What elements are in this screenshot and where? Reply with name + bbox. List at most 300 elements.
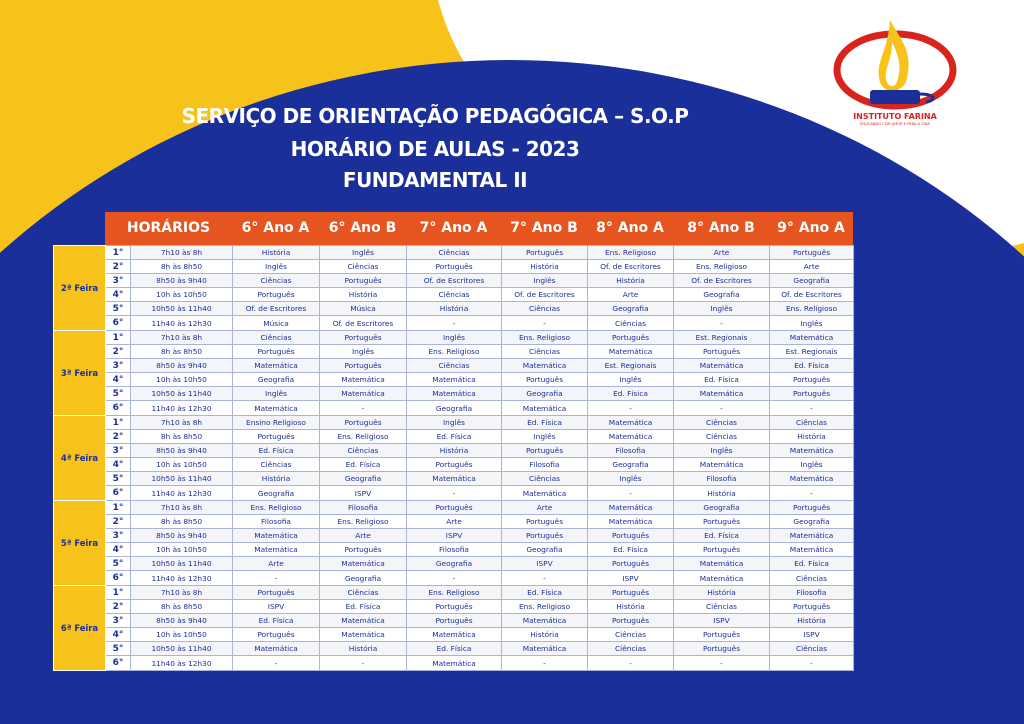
period-number: 5° bbox=[106, 557, 131, 571]
subject-cell: Matemática bbox=[770, 529, 854, 543]
period-number: 4° bbox=[106, 288, 131, 302]
period-number: 4° bbox=[106, 543, 131, 557]
subject-cell: Inglês bbox=[233, 260, 320, 274]
subject-cell: Ciências bbox=[588, 316, 674, 331]
subject-cell: Ciências bbox=[407, 246, 502, 260]
subject-cell: História bbox=[588, 274, 674, 288]
subject-cell: Inglês bbox=[674, 444, 770, 458]
subject-cell: - bbox=[770, 401, 854, 416]
subject-cell: Of. de Escritores bbox=[674, 274, 770, 288]
subject-cell: Arte bbox=[674, 246, 770, 260]
subject-cell: Of. de Escritores bbox=[233, 302, 320, 316]
subject-cell: História bbox=[674, 486, 770, 501]
subject-cell: Filosofia bbox=[770, 586, 854, 600]
day-label: 2ª Feira bbox=[54, 246, 106, 331]
subject-cell: Ciências bbox=[674, 600, 770, 614]
subject-cell: Ed. Física bbox=[320, 458, 407, 472]
day-label: 5ª Feira bbox=[54, 501, 106, 586]
subject-cell: Português bbox=[770, 373, 854, 387]
subject-cell: Inglês bbox=[770, 316, 854, 331]
table-row bbox=[54, 586, 854, 600]
period-number: 5° bbox=[106, 642, 131, 656]
period-time: 11h40 às 12h30 bbox=[131, 486, 233, 501]
period-number: 5° bbox=[106, 387, 131, 401]
subject-cell: Geografia bbox=[674, 501, 770, 515]
subject-cell: Geografia bbox=[502, 543, 588, 557]
subject-cell: Ed. Física bbox=[770, 557, 854, 571]
period-time: 11h40 às 12h30 bbox=[131, 401, 233, 416]
subject-cell: Matemática bbox=[320, 373, 407, 387]
period-time: 8h50 às 9h40 bbox=[131, 614, 233, 628]
period-time: 10h50 às 11h40 bbox=[131, 387, 233, 401]
subject-cell: Ciências bbox=[502, 302, 588, 316]
subject-cell: Português bbox=[233, 288, 320, 302]
subject-cell: Matemática bbox=[770, 331, 854, 345]
column-header: 8° Ano B bbox=[687, 220, 755, 236]
table-row bbox=[54, 260, 854, 274]
subject-cell: Matemática bbox=[320, 628, 407, 642]
subject-cell: Inglês bbox=[320, 246, 407, 260]
period-number: 1° bbox=[106, 331, 131, 345]
period-number: 3° bbox=[106, 614, 131, 628]
subject-cell: Matemática bbox=[588, 430, 674, 444]
table-row bbox=[54, 288, 854, 302]
period-time: 8h às 8h50 bbox=[131, 600, 233, 614]
period-time: 8h50 às 9h40 bbox=[131, 274, 233, 288]
subject-cell: Matemática bbox=[320, 614, 407, 628]
subject-cell: Português bbox=[502, 373, 588, 387]
subject-cell: Ed. Física bbox=[407, 430, 502, 444]
period-number: 4° bbox=[106, 373, 131, 387]
subject-cell: Ens. Religioso bbox=[588, 246, 674, 260]
subject-cell: - bbox=[588, 656, 674, 671]
subject-cell: Matemática bbox=[233, 543, 320, 557]
subject-cell: História bbox=[233, 472, 320, 486]
table-row bbox=[54, 614, 854, 628]
subject-cell: Ens. Religioso bbox=[770, 302, 854, 316]
subject-cell: Português bbox=[674, 628, 770, 642]
subject-cell: Matemática bbox=[407, 628, 502, 642]
subject-cell: Inglês bbox=[588, 373, 674, 387]
subject-cell: História bbox=[502, 628, 588, 642]
table-row bbox=[54, 472, 854, 486]
subject-cell: Matemática bbox=[233, 529, 320, 543]
subject-cell: História bbox=[588, 600, 674, 614]
subject-cell: Matemática bbox=[407, 373, 502, 387]
subject-cell: Ens. Religioso bbox=[320, 515, 407, 529]
column-header: 8° Ano A bbox=[596, 220, 664, 236]
subject-cell: Português bbox=[674, 543, 770, 557]
period-time: 10h às 10h50 bbox=[131, 458, 233, 472]
subject-cell: Ciências bbox=[770, 416, 854, 430]
subject-cell: Português bbox=[588, 529, 674, 543]
subject-cell: Matemática bbox=[502, 359, 588, 373]
period-time: 10h às 10h50 bbox=[131, 543, 233, 557]
subject-cell: Matemática bbox=[407, 472, 502, 486]
day-label: 6ª Feira bbox=[54, 586, 106, 671]
page-level: FUNDAMENTAL II bbox=[342, 168, 528, 192]
subject-cell: Ciências bbox=[233, 331, 320, 345]
subject-cell: Arte bbox=[588, 288, 674, 302]
subject-cell: Português bbox=[407, 260, 502, 274]
subject-cell: Matemática bbox=[674, 359, 770, 373]
table-row bbox=[54, 444, 854, 458]
period-time: 10h às 10h50 bbox=[131, 628, 233, 642]
subject-cell: Português bbox=[233, 345, 320, 359]
subject-cell: Of. de Escritores bbox=[407, 274, 502, 288]
table-row bbox=[54, 529, 854, 543]
subject-cell: Geografia bbox=[588, 458, 674, 472]
subject-cell: Português bbox=[674, 515, 770, 529]
period-time: 11h40 às 12h30 bbox=[131, 316, 233, 331]
table-row bbox=[54, 628, 854, 642]
column-header: 6° Ano B bbox=[328, 220, 397, 236]
subject-cell: Matemática bbox=[588, 416, 674, 430]
period-time: 10h50 às 11h40 bbox=[131, 557, 233, 571]
table-row bbox=[54, 486, 854, 501]
subject-cell: Música bbox=[233, 316, 320, 331]
table-row bbox=[54, 515, 854, 529]
subject-cell: Ens. Religioso bbox=[407, 345, 502, 359]
subject-cell: Ens. Religioso bbox=[674, 260, 770, 274]
subject-cell: - bbox=[407, 571, 502, 586]
subject-cell: - bbox=[588, 401, 674, 416]
period-number: 1° bbox=[106, 586, 131, 600]
subject-cell: - bbox=[233, 656, 320, 671]
subject-cell: ISPV bbox=[407, 529, 502, 543]
period-number: 6° bbox=[106, 656, 131, 671]
period-number: 4° bbox=[106, 628, 131, 642]
subject-cell: História bbox=[770, 430, 854, 444]
subject-cell: Português bbox=[674, 345, 770, 359]
subject-cell: Est. Regionais bbox=[770, 345, 854, 359]
subject-cell: Of. de Escritores bbox=[770, 288, 854, 302]
subject-cell: Matemática bbox=[674, 458, 770, 472]
subject-cell: Ensino Religioso bbox=[233, 416, 320, 430]
subject-cell: Português bbox=[588, 331, 674, 345]
period-number: 1° bbox=[106, 501, 131, 515]
logo-name: INSTITUTO FARINA bbox=[853, 112, 937, 121]
subject-cell: Ed. Física bbox=[502, 416, 588, 430]
period-time: 10h50 às 11h40 bbox=[131, 472, 233, 486]
subject-cell: Ciências bbox=[588, 628, 674, 642]
subject-cell: Geografia bbox=[770, 274, 854, 288]
subject-cell: Geografia bbox=[233, 486, 320, 501]
table-row bbox=[54, 387, 854, 401]
subject-cell: - bbox=[233, 571, 320, 586]
column-header: 6° Ano A bbox=[241, 220, 310, 236]
subject-cell: Português bbox=[320, 416, 407, 430]
period-time: 8h às 8h50 bbox=[131, 260, 233, 274]
subject-cell: História bbox=[674, 586, 770, 600]
period-number: 5° bbox=[106, 472, 131, 486]
subject-cell: Ciências bbox=[320, 586, 407, 600]
subject-cell: Matemática bbox=[502, 642, 588, 656]
subject-cell: Ed. Física bbox=[674, 529, 770, 543]
subject-cell: Português bbox=[407, 501, 502, 515]
subject-cell: Ed. Física bbox=[407, 642, 502, 656]
column-header: 9° Ano A bbox=[777, 220, 845, 236]
subject-cell: - bbox=[770, 486, 854, 501]
period-number: 2° bbox=[106, 345, 131, 359]
period-time: 8h às 8h50 bbox=[131, 345, 233, 359]
subject-cell: Ciências bbox=[588, 642, 674, 656]
subject-cell: Matemática bbox=[588, 515, 674, 529]
subject-cell: ISPV bbox=[320, 486, 407, 501]
subject-cell: Português bbox=[233, 628, 320, 642]
subject-cell: Ciências bbox=[502, 345, 588, 359]
subject-cell: Est. Regionais bbox=[588, 359, 674, 373]
subject-cell: Ed. Física bbox=[320, 600, 407, 614]
subject-cell: Matemática bbox=[674, 387, 770, 401]
subject-cell: Ciências bbox=[502, 472, 588, 486]
period-number: 6° bbox=[106, 401, 131, 416]
subject-cell: ISPV bbox=[674, 614, 770, 628]
subject-cell: Ed. Física bbox=[674, 373, 770, 387]
period-time: 10h às 10h50 bbox=[131, 288, 233, 302]
subject-cell: Português bbox=[502, 246, 588, 260]
period-time: 7h10 às 8h bbox=[131, 416, 233, 430]
subject-cell: Of. de Escritores bbox=[502, 288, 588, 302]
subject-cell: Ciências bbox=[407, 359, 502, 373]
subject-cell: Ed. Física bbox=[588, 387, 674, 401]
table-row bbox=[54, 656, 854, 671]
period-time: 7h10 às 8h bbox=[131, 586, 233, 600]
period-number: 2° bbox=[106, 260, 131, 274]
subject-cell: Inglês bbox=[233, 387, 320, 401]
logo-tagline: EDUCANDO COM AMOR E PARA A VIDA bbox=[860, 122, 930, 126]
subject-cell: História bbox=[320, 642, 407, 656]
subject-cell: Filosofia bbox=[674, 472, 770, 486]
table-row bbox=[54, 373, 854, 387]
subject-cell: - bbox=[320, 401, 407, 416]
period-number: 3° bbox=[106, 359, 131, 373]
subject-cell: ISPV bbox=[502, 557, 588, 571]
subject-cell: Geografia bbox=[407, 401, 502, 416]
schedule-header-row bbox=[105, 212, 853, 245]
period-time: 11h40 às 12h30 bbox=[131, 571, 233, 586]
subject-cell: - bbox=[502, 656, 588, 671]
subject-cell: Ens. Religioso bbox=[502, 331, 588, 345]
period-time: 8h às 8h50 bbox=[131, 430, 233, 444]
subject-cell: Ciências bbox=[320, 260, 407, 274]
subject-cell: Geografia bbox=[770, 515, 854, 529]
period-number: 3° bbox=[106, 274, 131, 288]
subject-cell: ISPV bbox=[588, 571, 674, 586]
period-number: 2° bbox=[106, 430, 131, 444]
period-number: 6° bbox=[106, 486, 131, 501]
subject-cell: Geografia bbox=[407, 557, 502, 571]
subject-cell: Ed. Física bbox=[233, 444, 320, 458]
subject-cell: Of. de Escritores bbox=[320, 316, 407, 331]
subject-cell: Português bbox=[320, 274, 407, 288]
subject-cell: - bbox=[502, 316, 588, 331]
period-number: 3° bbox=[106, 444, 131, 458]
subject-cell: Matemática bbox=[770, 543, 854, 557]
subject-cell: Geografia bbox=[320, 571, 407, 586]
table-row bbox=[54, 316, 854, 331]
subject-cell: Ciências bbox=[674, 430, 770, 444]
table-row bbox=[54, 543, 854, 557]
subject-cell: Ciências bbox=[320, 444, 407, 458]
subject-cell: - bbox=[320, 656, 407, 671]
period-number: 2° bbox=[106, 600, 131, 614]
table-row bbox=[54, 359, 854, 373]
period-number: 4° bbox=[106, 458, 131, 472]
table-row bbox=[54, 557, 854, 571]
subject-cell: Matemática bbox=[502, 614, 588, 628]
subject-cell: Filosofia bbox=[233, 515, 320, 529]
subject-cell: Ed. Física bbox=[502, 586, 588, 600]
subject-cell: Matemática bbox=[320, 557, 407, 571]
period-time: 7h10 às 8h bbox=[131, 331, 233, 345]
period-number: 6° bbox=[106, 571, 131, 586]
subject-cell: Inglês bbox=[770, 458, 854, 472]
subject-cell: Geografia bbox=[320, 472, 407, 486]
subject-cell: Ens. Religioso bbox=[233, 501, 320, 515]
subject-cell: Matemática bbox=[588, 345, 674, 359]
subject-cell: História bbox=[320, 288, 407, 302]
subject-cell: Filosofia bbox=[588, 444, 674, 458]
subject-cell: Ciências bbox=[233, 274, 320, 288]
subject-cell: Português bbox=[770, 246, 854, 260]
page-subtitle: HORÁRIO DE AULAS - 2023 bbox=[290, 137, 580, 161]
period-number: 2° bbox=[106, 515, 131, 529]
subject-cell: História bbox=[502, 260, 588, 274]
subject-cell: História bbox=[233, 246, 320, 260]
period-time: 10h às 10h50 bbox=[131, 373, 233, 387]
table-row bbox=[54, 302, 854, 316]
subject-cell: Of. de Escritores bbox=[588, 260, 674, 274]
subject-cell: Matemática bbox=[770, 472, 854, 486]
subject-cell: Ciências bbox=[233, 458, 320, 472]
subject-cell: Matemática bbox=[233, 401, 320, 416]
subject-cell: Ens. Religioso bbox=[502, 600, 588, 614]
subject-cell: Geografia bbox=[674, 288, 770, 302]
period-time: 7h10 às 8h bbox=[131, 246, 233, 260]
table-row bbox=[54, 401, 854, 416]
subject-cell: Inglês bbox=[407, 416, 502, 430]
subject-cell: - bbox=[674, 401, 770, 416]
subject-cell: Matemática bbox=[407, 387, 502, 401]
subject-cell: Filosofia bbox=[407, 543, 502, 557]
period-time: 11h40 às 12h30 bbox=[131, 656, 233, 671]
subject-cell: Ens. Religioso bbox=[407, 586, 502, 600]
subject-cell: Geografia bbox=[233, 373, 320, 387]
subject-cell: - bbox=[770, 656, 854, 671]
subject-cell: Ciências bbox=[407, 288, 502, 302]
period-time: 10h50 às 11h40 bbox=[131, 642, 233, 656]
subject-cell: Arte bbox=[502, 501, 588, 515]
subject-cell: Ed. Física bbox=[233, 614, 320, 628]
column-header: 7° Ano A bbox=[419, 220, 488, 236]
subject-cell: História bbox=[770, 614, 854, 628]
period-time: 8h50 às 9h40 bbox=[131, 444, 233, 458]
subject-cell: Português bbox=[233, 430, 320, 444]
table-row bbox=[54, 458, 854, 472]
subject-cell: Inglês bbox=[502, 430, 588, 444]
subject-cell: História bbox=[407, 444, 502, 458]
subject-cell: Matemática bbox=[588, 501, 674, 515]
subject-cell: Ed. Física bbox=[588, 543, 674, 557]
table-row bbox=[54, 416, 854, 430]
subject-cell: Português bbox=[674, 642, 770, 656]
subject-cell: ISPV bbox=[233, 600, 320, 614]
subject-cell: - bbox=[588, 486, 674, 501]
period-number: 1° bbox=[106, 246, 131, 260]
subject-cell: Música bbox=[320, 302, 407, 316]
subject-cell: Est. Regionais bbox=[674, 331, 770, 345]
subject-cell: Ens. Religioso bbox=[320, 430, 407, 444]
subject-cell: Inglês bbox=[588, 472, 674, 486]
subject-cell: Filosofia bbox=[502, 458, 588, 472]
subject-cell: Português bbox=[502, 444, 588, 458]
subject-cell: Inglês bbox=[407, 331, 502, 345]
subject-cell: Matemática bbox=[674, 571, 770, 586]
table-row bbox=[54, 331, 854, 345]
subject-cell: Português bbox=[770, 501, 854, 515]
subject-cell: Ciências bbox=[674, 416, 770, 430]
subject-cell: Matemática bbox=[502, 401, 588, 416]
subject-cell: Ciências bbox=[770, 571, 854, 586]
subject-cell: Português bbox=[770, 600, 854, 614]
table-row bbox=[54, 430, 854, 444]
period-time: 8h às 8h50 bbox=[131, 515, 233, 529]
period-number: 1° bbox=[106, 416, 131, 430]
subject-cell: Filosofia bbox=[320, 501, 407, 515]
subject-cell: Matemática bbox=[407, 656, 502, 671]
subject-cell: Inglês bbox=[320, 345, 407, 359]
period-number: 6° bbox=[106, 316, 131, 331]
subject-cell: Inglês bbox=[674, 302, 770, 316]
subject-cell: Ed. Física bbox=[770, 359, 854, 373]
subject-cell: - bbox=[502, 571, 588, 586]
subject-cell: Geografia bbox=[502, 387, 588, 401]
subject-cell: Inglês bbox=[502, 274, 588, 288]
subject-cell: Matemática bbox=[233, 642, 320, 656]
subject-cell: - bbox=[674, 656, 770, 671]
table-row bbox=[54, 345, 854, 359]
subject-cell: Português bbox=[320, 331, 407, 345]
subject-cell: Português bbox=[320, 359, 407, 373]
subject-cell: Português bbox=[407, 614, 502, 628]
subject-cell: Matemática bbox=[233, 359, 320, 373]
subject-cell: Português bbox=[588, 586, 674, 600]
period-number: 3° bbox=[106, 529, 131, 543]
subject-cell: Arte bbox=[320, 529, 407, 543]
day-label: 3ª Feira bbox=[54, 331, 106, 416]
table-row bbox=[54, 246, 854, 260]
subject-cell: - bbox=[407, 316, 502, 331]
subject-cell: Português bbox=[588, 614, 674, 628]
table-row bbox=[54, 571, 854, 586]
subject-cell: Arte bbox=[233, 557, 320, 571]
subject-cell: Português bbox=[770, 387, 854, 401]
subject-cell: Geografia bbox=[588, 302, 674, 316]
page-title: SERVIÇO DE ORIENTAÇÃO PEDAGÓGICA – S.O.P bbox=[181, 104, 689, 128]
subject-cell: Português bbox=[320, 543, 407, 557]
period-time: 10h50 às 11h40 bbox=[131, 302, 233, 316]
table-row bbox=[54, 642, 854, 656]
table-row bbox=[54, 274, 854, 288]
subject-cell: Arte bbox=[407, 515, 502, 529]
table-row bbox=[54, 501, 854, 515]
column-header: 7° Ano B bbox=[510, 220, 578, 236]
subject-cell: Português bbox=[233, 586, 320, 600]
subject-cell: Matemática bbox=[502, 486, 588, 501]
period-time: 8h50 às 9h40 bbox=[131, 529, 233, 543]
subject-cell: - bbox=[407, 486, 502, 501]
